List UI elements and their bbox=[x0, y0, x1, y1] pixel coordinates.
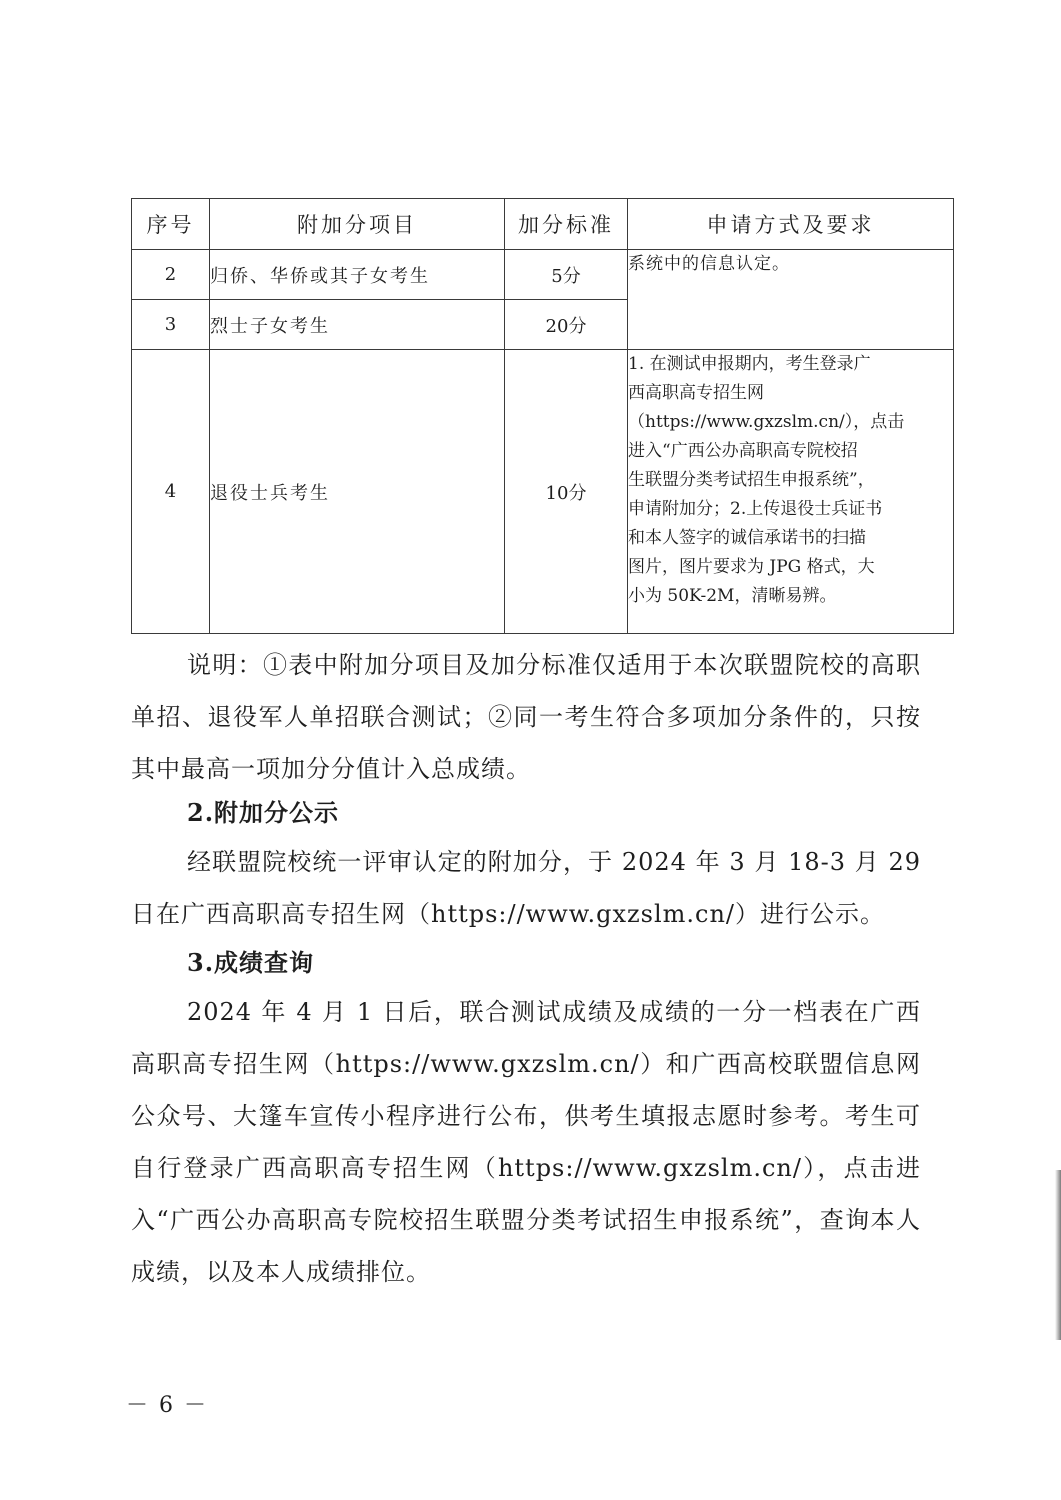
section-2-body: 经联盟院校统一评审认定的附加分，于 2024 年 3 月 18-3 月 29 日在广西高职高专招生网（https://www.gxzslm.cn/）进行公示。 bbox=[131, 848, 921, 928]
cell-no: 2 bbox=[132, 250, 210, 300]
col-header-item: 附加分项目 bbox=[210, 199, 505, 250]
page-edge-shadow bbox=[1055, 1170, 1061, 1340]
cell-requirements-veteran bbox=[628, 350, 954, 634]
cell-requirements: 系统中的信息认定。 bbox=[628, 250, 954, 350]
cell-no: 4 bbox=[132, 350, 210, 634]
requirement-line: 图片，图片要求为 JPG 格式，大 bbox=[628, 557, 875, 577]
cell-item: 烈士子女考生 bbox=[210, 300, 505, 350]
page-number: － 6 － bbox=[126, 1393, 208, 1418]
col-header-requirements: 申请方式及要求 bbox=[628, 199, 954, 250]
cell-item: 归侨、华侨或其子女考生 bbox=[210, 250, 505, 300]
requirement-line: 进入“广西公办高职高专院校招 bbox=[628, 441, 858, 461]
cell-score: 5分 bbox=[505, 250, 628, 300]
table-header-row bbox=[132, 199, 954, 250]
cell-score: 10分 bbox=[505, 350, 628, 634]
requirement-line: 1. 在测试申报期内，考生登录广 bbox=[628, 354, 871, 374]
section-3-body: 2024 年 4 月 1 日后，联合测试成绩及成绩的一分一档表在广西高职高专招生网（https://www.gxzslm.cn/）和广西高校联盟信息网公众号、大篷车宣传小程序进行公布，供考生填报志愿时参考。考生可自行登录广西高职高专招生网（https://www.gxzslm.cn/），点击进入“广西公办高职高专院校招生联盟分类考试招生申报系统”，查询本人成绩，以及本人成绩排位。 bbox=[131, 998, 921, 1286]
col-header-no: 序号 bbox=[132, 199, 210, 250]
cell-no: 3 bbox=[132, 300, 210, 350]
table-row bbox=[132, 250, 954, 300]
requirement-line: 小为 50K-2M，清晰易辨。 bbox=[628, 586, 837, 606]
table-note: 说明：①表中附加分项目及加分标准仅适用于本次联盟院校的高职单招、退役军人单招联合测试；②同一考生符合多项加分条件的，只按其中最高一项加分分值计入总成绩。 bbox=[131, 651, 921, 783]
cell-score: 20分 bbox=[505, 300, 628, 350]
requirement-line: 西高职高专招生网 bbox=[628, 383, 764, 403]
requirement-line: 生联盟分类考试招生申报系统”， bbox=[628, 470, 875, 490]
col-header-score: 加分标准 bbox=[505, 199, 628, 250]
requirement-line: （https://www.gxzslm.cn/），点击 bbox=[628, 412, 905, 432]
section-3-heading: 3.成绩查询 bbox=[187, 948, 315, 977]
bonus-points-table bbox=[131, 198, 954, 634]
section-2-heading: 2.附加分公示 bbox=[187, 798, 340, 827]
cell-item: 退役士兵考生 bbox=[210, 350, 505, 634]
requirement-line: 和本人签字的诚信承诺书的扫描 bbox=[628, 528, 866, 548]
table-row bbox=[132, 350, 954, 634]
requirement-line: 申请附加分；2.上传退役士兵证书 bbox=[628, 499, 883, 519]
